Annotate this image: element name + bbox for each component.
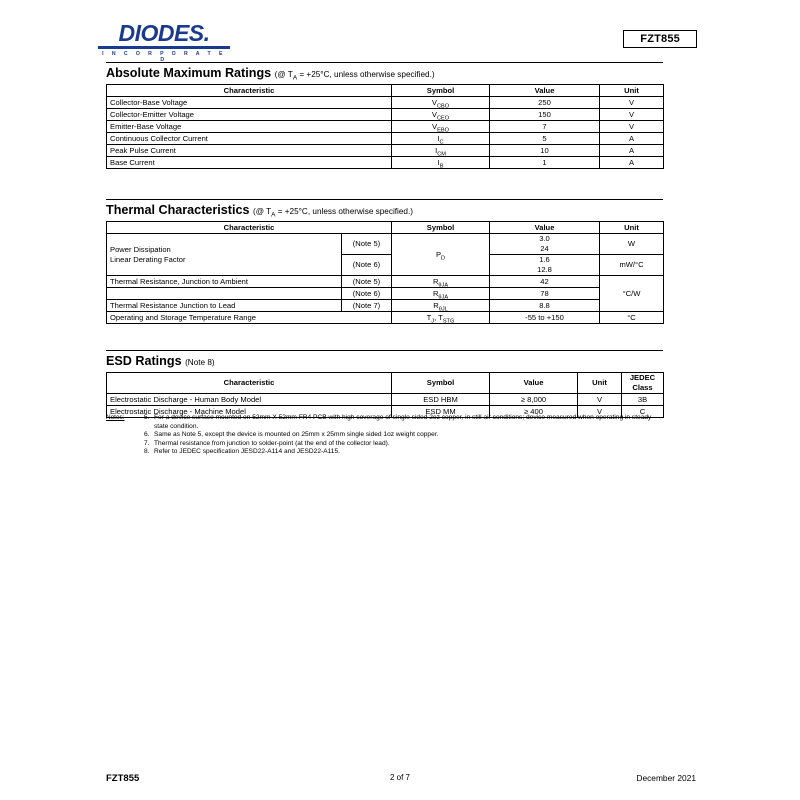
- table-header-row: [107, 85, 664, 97]
- cell-characteristic: Operating and Storage Temperature Range: [107, 312, 392, 324]
- cell-unit: °C/W: [600, 276, 664, 312]
- cell-jedec-class: 3B: [622, 394, 664, 406]
- cell-symbol: $V_{CBO}$: [392, 97, 490, 109]
- cell-value: 78: [490, 288, 600, 300]
- table-row: [107, 276, 664, 288]
- col-characteristic: Characteristic: [107, 222, 392, 234]
- section-condition-thermal: (@ $T_A = +25^\circ C$, unless otherwise specified.): [253, 207, 413, 219]
- col-symbol: Symbol: [392, 373, 490, 394]
- cell-value: ≥ 8,000: [490, 394, 578, 406]
- cell-symbol: $V_{CEO}$: [392, 109, 490, 121]
- note-text: For a device surface mounted on 52mm X 52mm FR4 PCB with high coverage of single sided 2oz copper, in still air conditions; device measured when operating in steady state condition.: [154, 414, 652, 430]
- cell-value: [490, 255, 600, 276]
- section-thermal-characteristics: [106, 199, 663, 324]
- note-text: Refer to JEDEC specification JESD22-A114 and JESD22-A115.: [154, 448, 340, 456]
- cell-characteristic: Collector-Emitter Voltage: [107, 109, 392, 121]
- value-line: 12.8: [537, 265, 552, 274]
- table-row: [107, 312, 664, 324]
- cell-symbol: $I_{CM}$: [392, 145, 490, 157]
- cell-value: -55 to +150: [490, 312, 600, 324]
- col-value: Value: [490, 222, 600, 234]
- list-item: [144, 440, 663, 449]
- section-rule: [106, 199, 663, 200]
- value-line: 3.0: [539, 234, 550, 243]
- cell-unit: mW/°C: [600, 255, 664, 276]
- cell-value: 5: [490, 133, 600, 145]
- logo-wordmark: DIODES.: [118, 20, 210, 46]
- cell-characteristic: Continuous Collector Current: [107, 133, 392, 145]
- logo-underline-bar: [98, 46, 230, 49]
- notes-list: [106, 414, 663, 457]
- cell-value: 7: [490, 121, 600, 133]
- cell-characteristic: Linear Derating Factor: [110, 254, 186, 264]
- table-row: [107, 288, 664, 300]
- cell-symbol: $R_{\theta JL}$: [392, 300, 490, 312]
- footer-part-number: FZT855: [106, 773, 140, 784]
- notes-block: [106, 414, 663, 457]
- value-line: 24: [540, 244, 549, 253]
- cell-unit: V: [600, 121, 664, 133]
- cell-unit: A: [600, 145, 664, 157]
- cell-note: (Note 5): [342, 276, 392, 288]
- cell-symbol: $T_J$, $T_{STG}$: [392, 312, 490, 324]
- cell-characteristic: Emitter-Base Voltage: [107, 121, 392, 133]
- cell-note: (Note 6): [342, 288, 392, 300]
- cell-symbol: $V_{EBO}$: [392, 121, 490, 133]
- cell-note: (Note 6): [342, 255, 392, 276]
- cell-symbol: $I_C$: [392, 133, 490, 145]
- section-title-esd: ESD Ratings (Note 8): [106, 354, 215, 368]
- cell-unit: °C: [600, 312, 664, 324]
- note-number: 6.: [144, 431, 150, 439]
- list-item: [144, 414, 663, 431]
- table-esd-ratings: [106, 372, 664, 418]
- cell-value: ≥ 400: [490, 406, 578, 418]
- cell-note: (Note 5): [342, 234, 392, 255]
- section-esd-ratings: [106, 350, 663, 418]
- col-value: Value: [490, 373, 578, 394]
- cell-unit: V: [600, 97, 664, 109]
- cell-symbol: $R_{\theta JA}$: [392, 276, 490, 288]
- col-value: Value: [490, 85, 600, 97]
- col-unit: Unit: [600, 222, 664, 234]
- col-characteristic: Characteristic: [107, 85, 392, 97]
- cell-unit: V: [578, 394, 622, 406]
- col-unit: Unit: [600, 85, 664, 97]
- cell-unit: V: [600, 109, 664, 121]
- table-header-row: [107, 222, 664, 234]
- col-symbol: Symbol: [392, 222, 490, 234]
- col-symbol: Symbol: [392, 85, 490, 97]
- cell-symbol: $R_{\theta JA}$: [392, 288, 490, 300]
- list-item: [144, 448, 663, 457]
- cell-symbol: ESD MM: [392, 406, 490, 418]
- cell-symbol: $I_B$: [392, 157, 490, 169]
- cell-characteristic: Peak Pulse Current: [107, 145, 392, 157]
- section-title-abs-max: Absolute Maximum Ratings (@ $T_A = +25^\circ C$, unless otherwise specified.): [106, 66, 435, 82]
- page-header: [0, 10, 800, 63]
- note-text: Same as Note 5, except the device is mounted on 25mm x 25mm single sided 1oz weight copper.: [154, 431, 439, 439]
- cell-value: 150: [490, 109, 600, 121]
- section-absolute-maximum-ratings: [106, 62, 663, 169]
- cell-unit: A: [600, 157, 664, 169]
- cell-jedec-class: C: [622, 406, 664, 418]
- cell-unit: A: [600, 133, 664, 145]
- cell-characteristic: Power Dissipation: [110, 244, 171, 254]
- cell-value: 10: [490, 145, 600, 157]
- table-absolute-maximum-ratings: [106, 84, 664, 169]
- section-condition-esd: (Note 8): [185, 358, 215, 367]
- section-rule: [106, 350, 663, 351]
- cell-characteristic: Thermal Resistance Junction to Lead: [107, 300, 342, 312]
- cell-characteristic: Thermal Resistance, Junction to Ambient: [107, 276, 342, 288]
- table-header-row: [107, 373, 664, 394]
- cell-value: 8.8: [490, 300, 600, 312]
- notes-label: Notes:: [106, 414, 125, 421]
- col-unit: Unit: [578, 373, 622, 394]
- section-rule: [106, 62, 663, 63]
- cell-characteristic: Electrostatic Discharge - Machine Model: [107, 406, 392, 418]
- cell-symbol: ESD HBM: [392, 394, 490, 406]
- list-item: [144, 431, 663, 440]
- cell-symbol: $P_D$: [392, 234, 490, 276]
- cell-unit: W: [600, 234, 664, 255]
- table-row: [107, 157, 664, 169]
- footer-date: December 2021: [636, 773, 696, 783]
- table-row: [107, 97, 664, 109]
- cell-unit: V: [578, 406, 622, 418]
- cell-characteristic: Collector-Base Voltage: [107, 97, 392, 109]
- note-text: Thermal resistance from junction to solder-point (at the end of the collector lead).: [154, 439, 390, 447]
- value-line: 1.6: [539, 255, 550, 264]
- table-row: [107, 109, 664, 121]
- section-title-thermal: Thermal Characteristics (@ $T_A = +25^\circ C$, unless otherwise specified.): [106, 203, 413, 219]
- note-number: 5.: [144, 414, 150, 421]
- table-row: [107, 394, 664, 406]
- note-number: 7.: [144, 439, 150, 447]
- col-jedec-class: JEDEC Class: [622, 373, 664, 394]
- cell-characteristic: Electrostatic Discharge - Human Body Model: [107, 394, 392, 406]
- table-row: [107, 133, 664, 145]
- section-condition-abs-max: (@ $T_A = +25^\circ C$, unless otherwise specified.): [274, 70, 435, 82]
- cell-characteristic-group: [107, 234, 342, 276]
- cell-value: 250: [490, 97, 600, 109]
- note-number: 8.: [144, 448, 150, 456]
- logo-subtitle: I N C O R P O R A T E D: [102, 51, 226, 63]
- cell-characteristic: Base Current: [107, 157, 392, 169]
- table-row: [107, 145, 664, 157]
- cell-value: 42: [490, 276, 600, 288]
- table-thermal-characteristics: [106, 221, 664, 324]
- cell-value: [490, 234, 600, 255]
- table-row: [107, 300, 664, 312]
- cell-note: (Note 7): [342, 300, 392, 312]
- footer-page-number: 2 of 7: [389, 773, 410, 782]
- col-characteristic: Characteristic: [107, 373, 392, 394]
- cell-characteristic: [107, 288, 342, 300]
- cell-value: 1: [490, 157, 600, 169]
- table-row: [107, 234, 664, 255]
- part-number-badge: FZT855: [623, 30, 697, 48]
- table-row: [107, 121, 664, 133]
- diodes-logo: [98, 22, 230, 63]
